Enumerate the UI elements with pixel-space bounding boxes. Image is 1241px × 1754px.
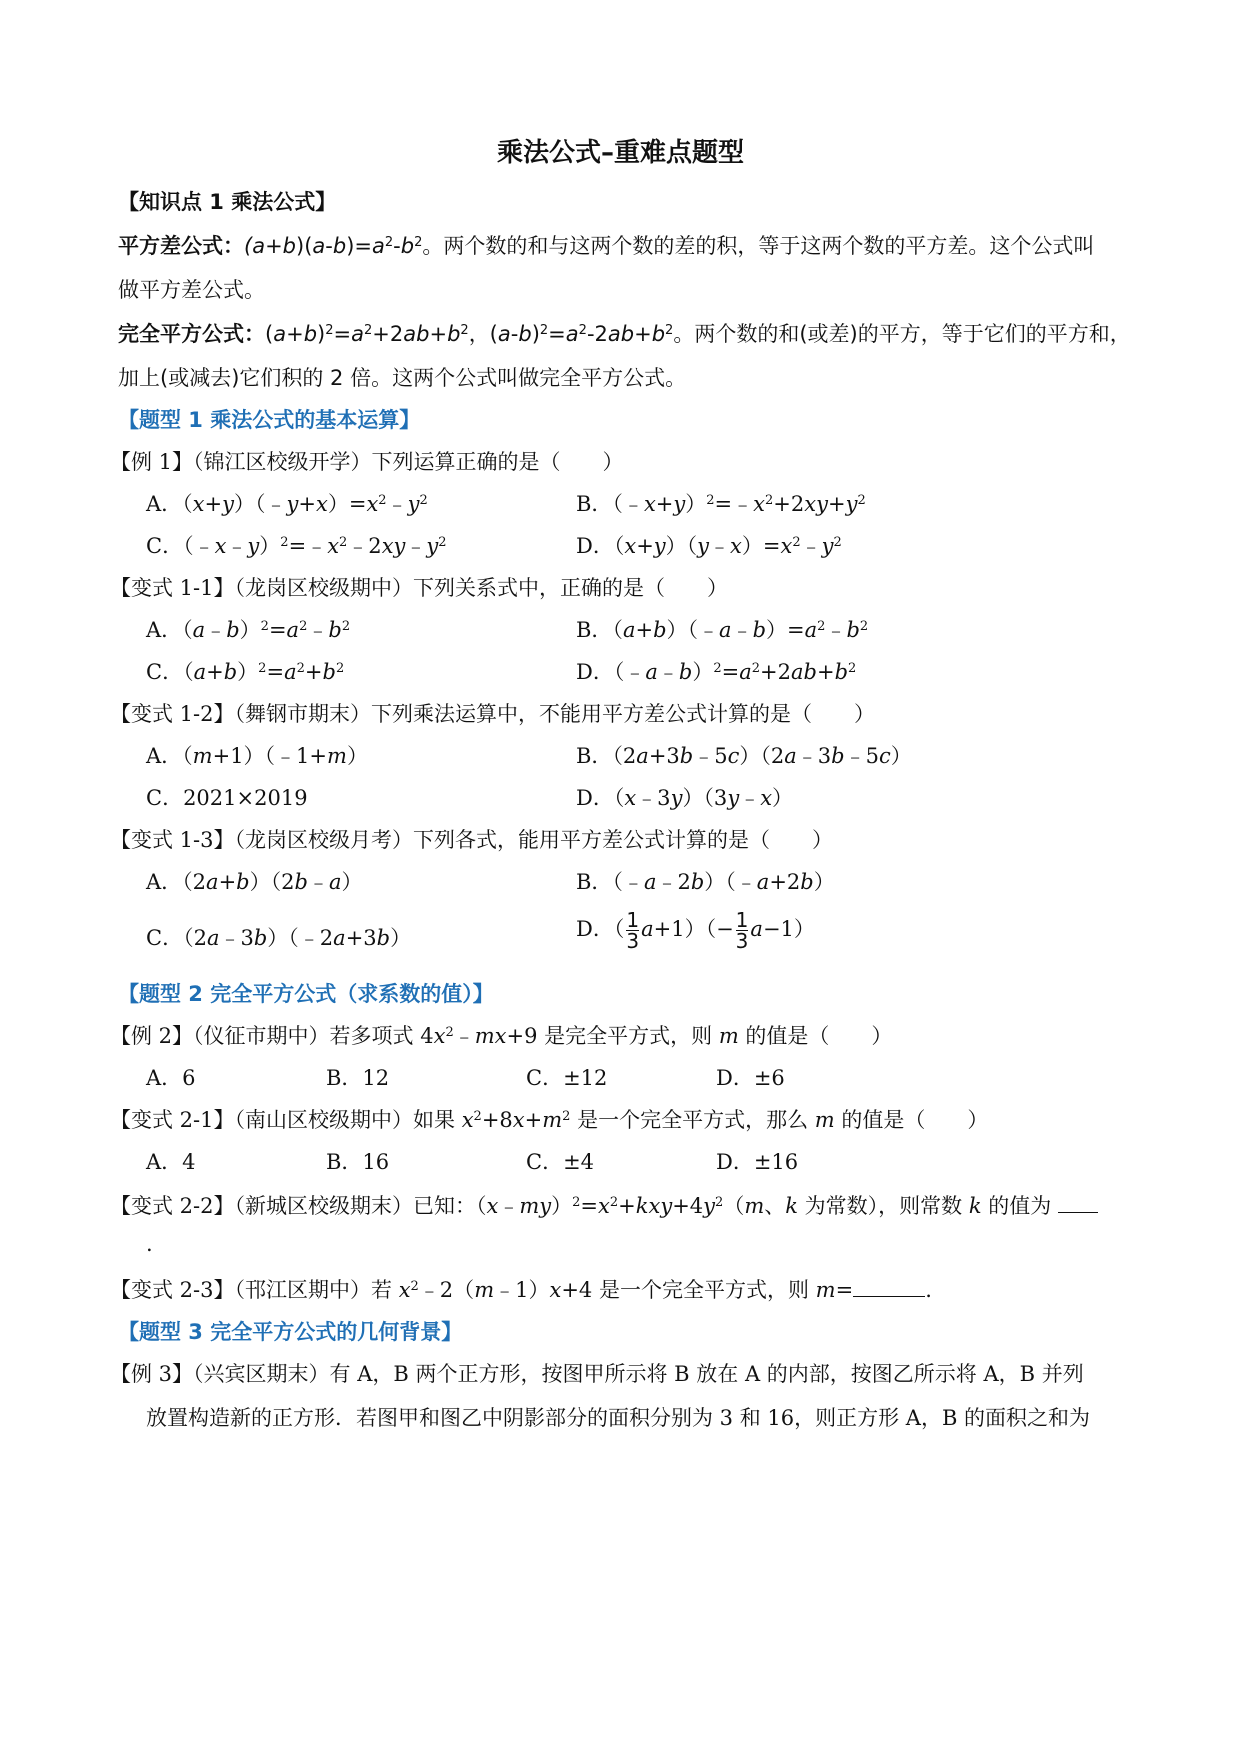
question-text: 的值是（ ） [738,1024,893,1048]
option-d: D．（ $\frac{1}{3}$ a+1）（− $\frac{1}{3}$ a−1） [576,908,815,953]
perfect-label: 完全平方公式： [118,322,265,346]
question-tag: 【变式 2-2】 [110,1194,235,1218]
option-b: B．（2a+3b﹣5c）（2a﹣3b﹣5c） [576,744,912,768]
variant-2-2: 【变式 2-2】（新城区校级期末）已知：$(x﹣my)^2=x^2+kxy+4y^2(m$、k 为常数），则常数 k 的值为 [110,1190,1120,1220]
question-text: （兴宾区期末）有 A，B 两个正方形，按图甲所示将 B 放在 A 的内部，按图乙所示将 A，B 并列 [193,1362,1084,1386]
page-title: 乘法公式–重难点题型 [496,138,744,168]
difference-of-squares-line-1 [118,230,1128,260]
question-text: （龙岗区校级月考）下列各式，能用平方差公式计算的是（ ） [234,828,833,852]
knowledge-heading: 【知识点 1 乘法公式】 [118,190,337,214]
question-text: 的值是（ ） [834,1108,989,1132]
option-d: D．±16 [716,1150,799,1174]
question-tag: 【变式 1-2】 [110,702,235,726]
perfect-square-line-2: 加上(或减去)它们积的 2 倍。这两个公式叫做完全平方公式。 [118,366,687,390]
perfect-formula: $(a+b)^2=a^2+2ab+b^2$，$(a-b)^2=a^2-2ab+b^2$ [265,322,674,346]
variant-1-3 [110,824,1120,854]
example-2: 【例 2】（仪征市期中）若多项式 $4x^2﹣mx+9$ 是完全平方式，则 m 的值是（ ） [110,1024,893,1048]
option-d: D．±6 [716,1066,785,1090]
option-b: B．12 [326,1066,390,1090]
variant-1-1 [110,572,1120,602]
question-tag: 【例 2】 [110,1024,194,1048]
option-c: C．±12 [526,1066,608,1090]
section-1-heading: 【题型 1 乘法公式的基本运算】 [118,408,421,432]
question-tag: 【例 3】 [110,1362,194,1386]
section-2-heading: 【题型 2 完全平方公式（求系数的值）】 [118,982,494,1006]
answer-blank[interactable] [853,1278,925,1297]
difference-of-squares-line-2: 做平方差公式。 [118,278,265,302]
question-text: 是一个完全平方式，那么 [570,1108,815,1132]
answer-blank[interactable] [1058,1194,1098,1213]
fraction-one-third: $\frac{1}{3}$ [626,908,640,953]
question-text: 是一个完全平方式，则 [598,1278,816,1302]
question-text: （舞钢市期末）下列乘法运算中，不能用平方差公式计算的是（ ） [234,702,875,726]
question-text: 的值为 [981,1194,1052,1218]
question-text: 是完全平方式，则 [544,1024,719,1048]
question-text: （龙岗区校级期中）下列关系式中，正确的是（ ） [234,576,728,600]
difference-desc: 。两个数的和与这两个数的差的积，等于这两个数的平方差。这个公式叫 [422,234,1095,258]
variant-1-2 [110,698,1120,728]
question-text: （锦江区校级开学）下列运算正确的是（ ） [193,450,624,474]
option-a: A．4 [146,1150,196,1174]
option-c: C．$(a+b)^2=a^2+b^2$ [146,660,345,684]
option-c: C．$(﹣x﹣y)^2=﹣x^2﹣2xy﹣y^2$ [146,534,447,558]
option-c: C．±4 [526,1150,595,1174]
example-3-line-2: 放置构造新的正方形．若图甲和图乙中阴影部分的面积分别为 3 和 16，则正方形 A，B 的面积之和为 [146,1406,1091,1430]
option-b: B．$(﹣x+y)^2=﹣x^2+2xy+y^2$ [576,492,866,516]
variant-2-2-period: . [146,1232,153,1256]
variant-2-1: 【变式 2-1】（南山区校级期中）如果 $x^2+8x+m^2$ 是一个完全平方式，那么 m 的值是（ ） [110,1108,989,1132]
question-tag: 【变式 1-1】 [110,576,235,600]
perfect-square-line-1 [118,318,1131,348]
variant-2-3: 【变式 2-3】（邗江区期中）若 $x^2﹣2(m﹣1)x+4$ 是一个完全平方式，则 m= . [110,1278,932,1302]
option-d: D．$(﹣a﹣b)^2=a^2+2ab+b^2$ [576,660,857,684]
question-tag: 【例 1】 [110,450,194,474]
variant-1-3-options-cd [146,910,1146,956]
question-text: （仪征市期中）若多项式 4 [193,1024,434,1048]
option-d: D．$(x+y)(y﹣x)=x^2﹣y^2$ [576,534,842,558]
question-text: （新城区校级期末）已知： [234,1194,476,1218]
option-a: A．$(x+y)(﹣y+x)=x^2﹣y^2$ [146,492,428,516]
question-text: 为常数），则常数 [804,1194,969,1218]
difference-label: 平方差公式： [118,234,244,258]
option-c: C．（2a﹣3b）（﹣2a+3b） [146,926,412,950]
option-d: D．（x﹣3y）（3y﹣x） [576,786,794,810]
section-3-heading: 【题型 3 完全平方公式的几何背景】 [118,1320,463,1344]
option-c: C．2021×2019 [146,786,308,810]
question-text: （ [723,1194,745,1218]
example-1 [110,446,1120,476]
question-tag: 【变式 2-1】 [110,1108,235,1132]
question-tag: 【变式 1-3】 [110,828,235,852]
question-text: （邗江区期中）若 [234,1278,399,1302]
option-a: A．（m+1）（﹣1+m） [146,744,368,768]
difference-formula: $(a+b)(a-b)=a^2-b^2$ [244,234,423,258]
option-b: B．16 [326,1150,390,1174]
example-3-line-1 [110,1358,1120,1388]
question-text: （南山区校级期中）如果 [234,1108,462,1132]
perfect-desc: 。两个数的和(或差)的平方，等于它们的平方和， [673,322,1131,346]
option-b: B．$(a+b)(﹣a﹣b)=a^2﹣b^2$ [576,618,869,642]
fraction-one-third: $\frac{1}{3}$ [735,908,749,953]
option-a: A．6 [146,1066,196,1090]
option-a: A．$(a﹣b)^2=a^2﹣b^2$ [146,618,351,642]
option-b: B．（﹣a﹣2b）（﹣a+2b） [576,870,835,894]
option-a: A．（2a+b）（2b﹣a） [146,870,363,894]
question-tag: 【变式 2-3】 [110,1278,235,1302]
